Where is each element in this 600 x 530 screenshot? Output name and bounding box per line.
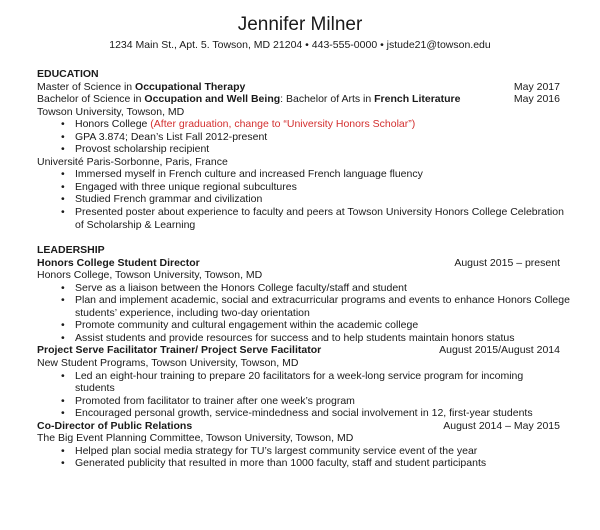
school-sorbonne: Université Paris-Sorbonne, Paris, France (37, 155, 228, 168)
bullet-text: Assist students and provide resources for success and to help students maintain honors status (75, 331, 515, 344)
list-item (37, 332, 560, 345)
bullet-icon: • (61, 444, 65, 457)
role-title: Co-Director of Public Relations (37, 419, 193, 432)
bullet-text: Studied French grammar and civilization (75, 193, 263, 206)
list-item (37, 407, 560, 420)
bullet-text: Promote community and cultural engagement within the academic college (75, 319, 419, 332)
contact-line: 1234 Main St., Apt. 5. Towson, MD 21204 • 443-555-0000 • jstude21@towson.edu (109, 39, 491, 51)
bullet-text: Led an eight-hour training to prepare 20 facilitators for a week-long service program for incoming (75, 369, 524, 382)
bullet-text: Immersed myself in French culture and increased French language fluency (75, 168, 423, 181)
role-title: Honors College Student Director (37, 256, 200, 269)
education-heading: EDUCATION (37, 68, 99, 80)
bullet-continuation: students’ experience, including two-day orientation (75, 306, 310, 319)
role-title-row (37, 257, 560, 270)
bullet-icon: • (61, 168, 65, 181)
bullet-icon: • (61, 294, 65, 307)
degree-prefix: Master of Science in (37, 80, 136, 93)
list-item (37, 118, 560, 131)
leadership-heading: LEADERSHIP (37, 244, 105, 257)
degree-date: May 2016 (513, 93, 560, 106)
role-date: August 2014 – May 2015 (443, 419, 560, 432)
bullet-text: Helped plan social media strategy for TU’s largest community service event of the year (75, 444, 478, 457)
list-item (37, 168, 560, 181)
bullet-text: Plan and implement academic, social and extracurricular programs and events to enhance Honors College (75, 294, 570, 307)
bullet-icon: • (61, 118, 65, 131)
bullet-text: Serve as a liaison between the Honors College faculty/staff and student (75, 281, 407, 294)
list-item (37, 131, 560, 144)
list-item (37, 181, 560, 194)
list-item (37, 395, 560, 408)
role-title-row (37, 344, 560, 357)
degree-prefix: Bachelor of Science in (37, 93, 145, 106)
bullet-icon: • (61, 457, 65, 470)
degree-date: May 2017 (513, 80, 560, 93)
bullet-icon: • (61, 331, 65, 344)
bullet-icon: • (61, 193, 65, 206)
bullet-icon: • (61, 143, 65, 156)
bullet-icon: • (61, 180, 65, 193)
bullet-icon: • (61, 319, 65, 332)
role-title-row (37, 420, 560, 433)
list-item (37, 319, 560, 332)
degree-field: Occupational Therapy (135, 80, 246, 93)
list-item (37, 294, 570, 307)
list-item (37, 457, 560, 470)
degree-middle: : Bachelor of Arts in (280, 93, 375, 106)
role-org: New Student Programs, Towson University, Towson, MD (37, 357, 299, 370)
list-item (37, 193, 560, 206)
section-gap (37, 231, 560, 244)
list-item (37, 143, 560, 156)
bullet-icon: • (61, 206, 65, 219)
list-item (37, 445, 560, 458)
bullet-icon: • (61, 130, 65, 143)
bullet-icon: • (61, 394, 65, 407)
bullet-text: Presented poster about experience to faculty and peers at Towson University Honors College Celebration (75, 206, 564, 219)
role-date: August 2015/August 2014 (439, 344, 560, 357)
bullet-continuation: of Scholarship & Learning (75, 218, 196, 231)
bullet-continuation: students (75, 382, 115, 395)
degree-masters (37, 81, 560, 94)
bullet-text: GPA 3.874; Dean’s List Fall 2012-present (75, 130, 268, 143)
bullet-text: Provost scholarship recipient (75, 143, 210, 156)
bullet-icon: • (61, 281, 65, 294)
edit-note: (After graduation, change to “University Honors Scholar”) (150, 118, 416, 131)
list-item (37, 370, 560, 383)
bullet-text: Honors College (75, 118, 151, 131)
bullet-icon: • (61, 407, 65, 420)
bullet-text: Engaged with three unique regional subcultures (75, 180, 297, 193)
role-org: Honors College, Towson University, Towson, MD (37, 269, 263, 282)
bullet-text: Generated publicity that resulted in more than 1000 faculty, staff and student participants (75, 457, 487, 470)
list-item (37, 206, 564, 219)
role-date: August 2015 – present (454, 256, 560, 269)
degree-bachelors (37, 93, 560, 106)
candidate-name: Jennifer Milner (237, 14, 363, 35)
degree-field-2: French Literature (374, 93, 461, 106)
degree-field: Occupation and Well Being (144, 93, 281, 106)
school-towson: Towson University, Towson, MD (37, 105, 185, 118)
resume-body (37, 68, 570, 470)
role-title: Project Serve Facilitator Trainer/ Project Serve Facilitator (37, 344, 322, 357)
bullet-icon: • (61, 369, 65, 382)
bullet-text: Promoted from facilitator to trainer after one week’s program (75, 394, 355, 407)
bullet-text: Encouraged personal growth, service-mindedness and social involvement in 12, first-year students (75, 407, 533, 420)
list-item (37, 282, 560, 295)
role-org: The Big Event Planning Committee, Towson University, Towson, MD (37, 432, 354, 445)
